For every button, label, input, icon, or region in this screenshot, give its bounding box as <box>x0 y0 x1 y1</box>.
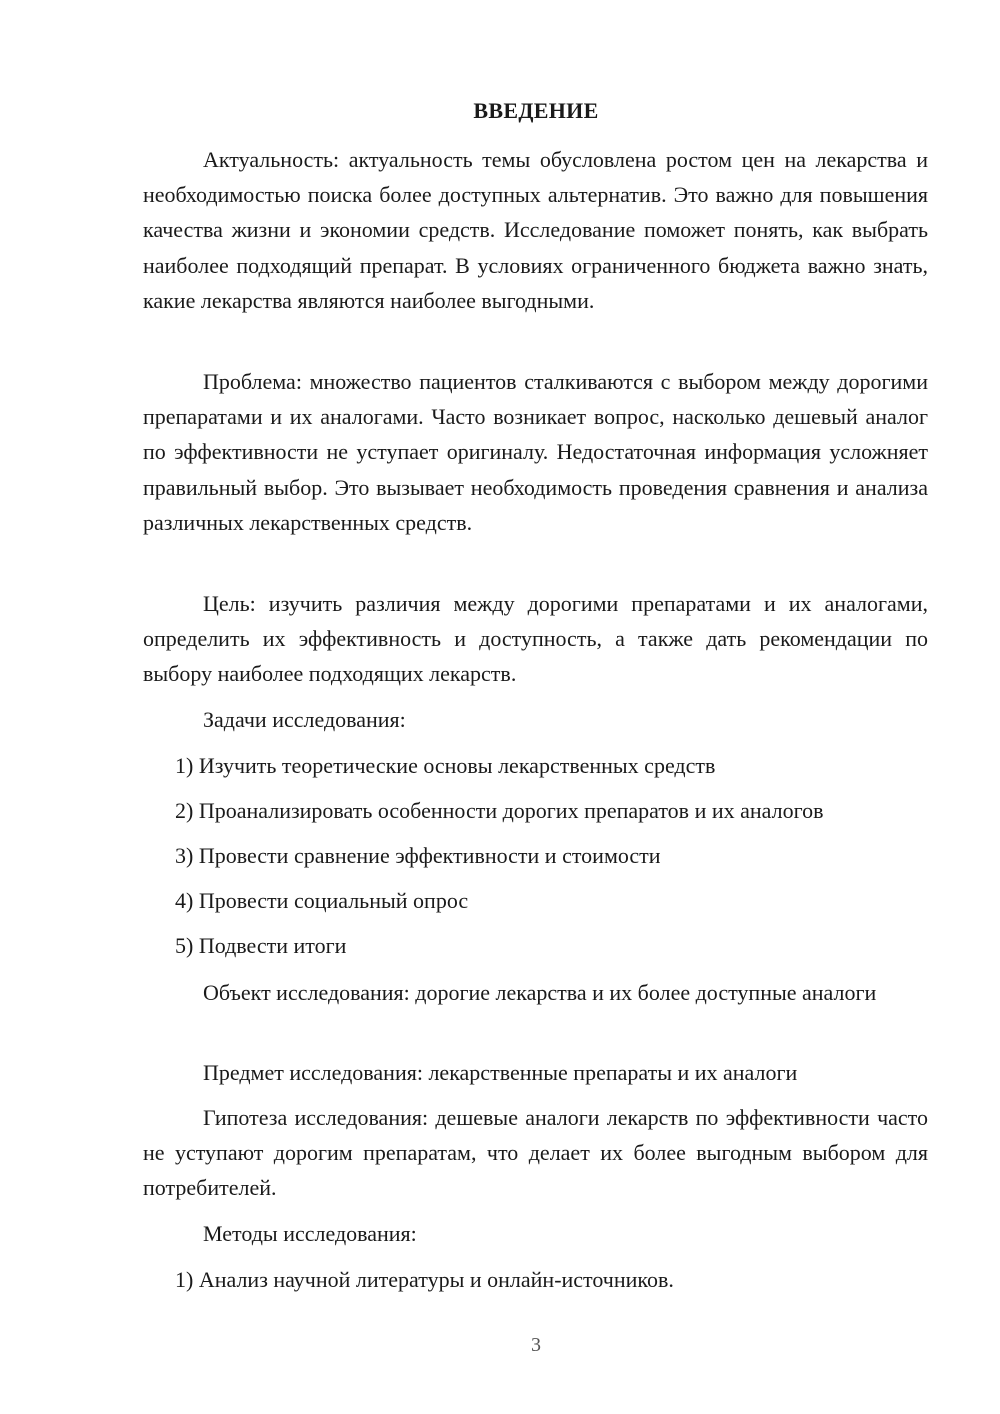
method-item: 1) Анализ научной литературы и онлайн-источников. <box>175 1267 674 1292</box>
task-item: 2) Проанализировать особенности дорогих препаратов и их аналогов <box>175 798 824 823</box>
task-item: 5) Подвести итоги <box>175 933 347 958</box>
paragraph-object: Объект исследования: дорогие лекарства и их более доступные аналоги <box>203 980 877 1005</box>
paragraph-problem: Проблема: множество пациентов сталкиваются с выбором между дорогими препаратами и их аналогами. Часто возникает вопрос, насколько дешевый аналог по эффективности не уступает оригиналу. Недостаточная информация усложняет правильный выбор. Это вызывает необходимость проведения сравнения и анализа различных лекарственных средств. <box>143 369 928 535</box>
task-item: 1) Изучить теоретические основы лекарственных средств <box>175 753 716 778</box>
page-title: ВВЕДЕНИЕ <box>473 98 599 123</box>
page-number: 3 <box>531 1334 541 1356</box>
methods-heading: Методы исследования: <box>203 1221 417 1246</box>
paragraph-goal: Цель: изучить различия между дорогими препаратами и их аналогами, определить их эффективность и доступность, а также дать рекомендации по выбору наиболее подходящих лекарств. <box>143 591 928 687</box>
paragraph-hypothesis: Гипотеза исследования: дешевые аналоги лекарств по эффективности часто не уступают дорогим препаратам, что делает их более выгодным выбором для потребителей. <box>143 1105 928 1201</box>
paragraph-relevance: Актуальность: актуальность темы обусловлена ростом цен на лекарства и необходимостью поиска более доступных альтернатив. Это важно для повышения качества жизни и экономии средств. Исследование поможет понять, как выбрать наиболее подходящий препарат. В условиях ограниченного бюджета важно знать, какие лекарства являются наиболее выгодными. <box>143 147 928 313</box>
tasks-heading: Задачи исследования: <box>203 707 406 732</box>
subject-line: Предмет исследования: лекарственные препараты и их аналоги <box>203 1060 798 1085</box>
task-item: 3) Провести сравнение эффективности и стоимости <box>175 843 661 868</box>
task-item: 4) Провести социальный опрос <box>175 888 469 913</box>
